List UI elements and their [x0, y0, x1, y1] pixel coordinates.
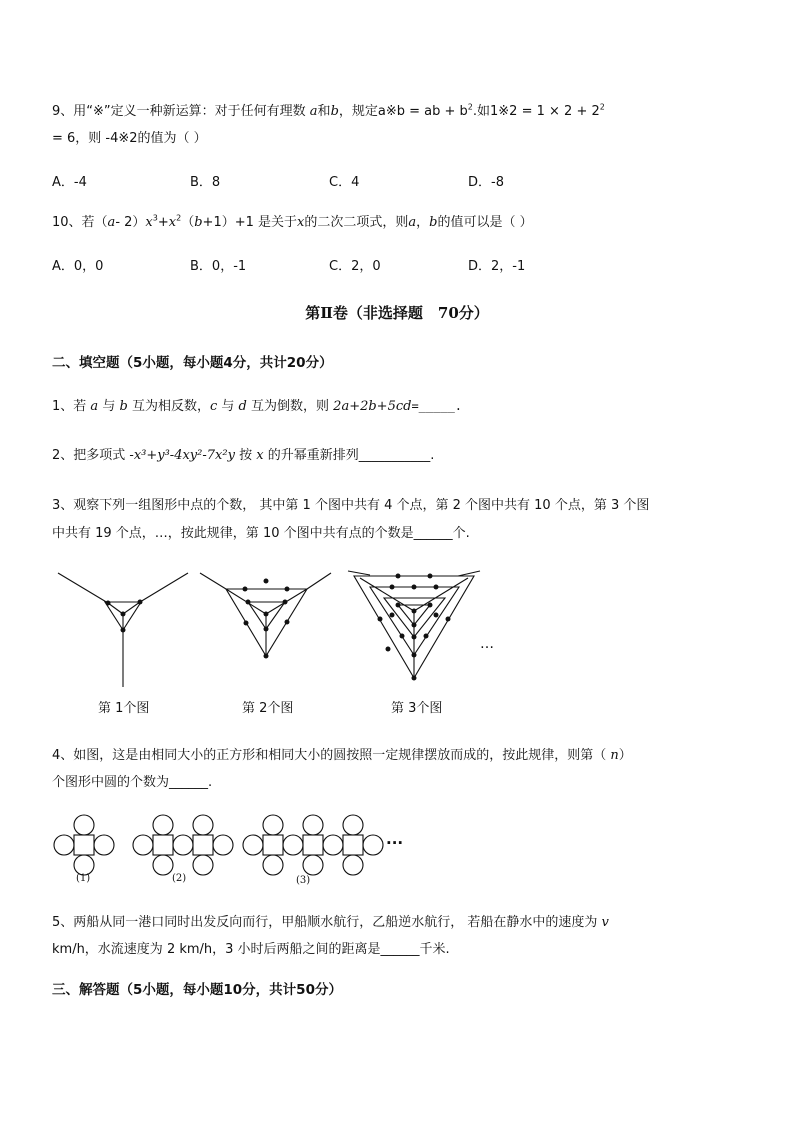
blank: =_____. — [411, 399, 463, 413]
var-x: x — [145, 215, 153, 230]
q4-line1 — [52, 744, 632, 763]
point — [264, 579, 269, 584]
circle — [193, 855, 213, 875]
circle — [303, 815, 323, 835]
section2-heading: 二、填空题（5小题，每小题4分，共计20分） — [52, 355, 333, 371]
q3-figures — [50, 565, 570, 695]
point — [434, 613, 439, 618]
point — [243, 587, 248, 592]
q10-text: 的二次二项式，则 — [304, 215, 409, 230]
point — [396, 574, 401, 579]
square — [193, 835, 213, 855]
q9-text-d: .如1※2 = 1 × 2 + 2 — [472, 104, 600, 119]
var-v: v — [601, 915, 609, 930]
sup: 2 — [599, 102, 605, 112]
circle — [343, 855, 363, 875]
circle — [213, 835, 233, 855]
sup: 2 — [176, 213, 182, 223]
var-b: b — [194, 215, 203, 230]
q3-ellipsis: … — [480, 636, 494, 652]
q3-line2: 中共有 19 个点，…，按此规律，第 10 个图中共有点的个数是______个. — [52, 526, 470, 541]
q10-text: （ — [181, 215, 195, 230]
q4-figures — [50, 815, 420, 875]
var-a: a — [107, 215, 116, 230]
q4-label-1: (1) — [76, 873, 91, 884]
q3-line1: 3、观察下列一组图形中点的个数， 其中第 1 个图中共有 4 个点，第 2 个图中共有 10 个点，第 3 个图 — [52, 498, 650, 513]
q3-caption-2: 第 2个图 — [242, 701, 294, 716]
point — [412, 676, 417, 681]
var-x: x — [168, 215, 177, 230]
circle — [323, 835, 343, 855]
point — [244, 621, 249, 626]
circle — [74, 855, 94, 875]
figure-2 — [133, 815, 233, 875]
circle — [193, 815, 213, 835]
edge — [414, 578, 468, 611]
q10-text: + — [157, 215, 169, 230]
edge — [200, 573, 226, 589]
square — [343, 835, 363, 855]
point — [428, 574, 433, 579]
point — [246, 600, 251, 605]
q1-text: 互为相反数， — [131, 399, 210, 414]
edge — [307, 573, 331, 589]
q3-caption-3: 第 3个图 — [391, 701, 443, 716]
q9-text-c: ，规定a※b = ab + b — [338, 104, 468, 119]
var-a: a — [309, 104, 318, 119]
point — [264, 612, 269, 617]
circle — [263, 815, 283, 835]
circle — [94, 835, 114, 855]
point — [412, 653, 417, 658]
q1-line — [52, 395, 462, 414]
q4-label-3: (3) — [296, 875, 311, 886]
q10-text: 10、若（ — [52, 215, 108, 230]
point — [285, 620, 290, 625]
part2-title: 第Ⅱ卷（非选择题 70分） — [305, 304, 489, 322]
var-c: c — [209, 399, 218, 414]
q9-option-b: B．8 — [190, 175, 221, 190]
q5-text: 5、两船从同一港口同时出发反向而行，甲船顺水航行，乙船逆水航行， 若船在静水中的速度为 — [52, 915, 598, 930]
circle — [263, 855, 283, 875]
point — [412, 623, 417, 628]
var-b: b — [330, 104, 339, 119]
square — [263, 835, 283, 855]
point — [446, 617, 451, 622]
q10-option-a: A．0，0 — [52, 259, 104, 274]
q9-text-b: 和 — [317, 104, 331, 119]
edge — [58, 573, 108, 603]
point — [283, 600, 288, 605]
q9-option-c: C．4 — [329, 175, 360, 190]
square — [153, 835, 173, 855]
circle — [173, 835, 193, 855]
q10-option-c: C．2，0 — [329, 259, 381, 274]
circle — [303, 855, 323, 875]
circle — [153, 815, 173, 835]
var-x: x — [256, 448, 264, 463]
point — [428, 603, 433, 608]
point — [121, 612, 126, 617]
circle — [133, 835, 153, 855]
point — [285, 587, 290, 592]
sup: 2 — [467, 102, 473, 112]
edge — [458, 571, 480, 576]
q1-text: 互为倒数，则 — [251, 399, 330, 414]
edge — [108, 603, 123, 614]
point — [424, 634, 429, 639]
q4-label-2: (2) — [172, 873, 187, 884]
q9-line2: = 6，则 -4※2的值为（ ） — [52, 131, 207, 146]
q9-text-a: 9、用“※”定义一种新运算：对于任何有理数 — [52, 104, 306, 119]
figure-3 — [243, 815, 383, 875]
q2-text: 按 — [239, 448, 253, 463]
expression: 2a+2b+5cd — [333, 399, 412, 414]
q1-text: 与 — [102, 399, 116, 414]
section3-heading: 三、解答题（5小题，每小题10分，共计50分） — [52, 982, 342, 998]
q3-caption-1: 第 1个图 — [98, 701, 150, 716]
edge — [348, 571, 370, 575]
polynomial: -x³+y³-4xy²-7x²y — [129, 448, 235, 463]
circle — [74, 815, 94, 835]
point — [396, 603, 401, 608]
q10-text: - 2） — [115, 215, 146, 230]
square — [303, 835, 323, 855]
point — [412, 609, 417, 614]
point — [121, 628, 126, 633]
var-b: b — [119, 399, 128, 414]
q2-line — [52, 444, 434, 463]
q4-ellipsis: ··· — [386, 834, 404, 852]
point — [400, 634, 405, 639]
sup: 3 — [152, 213, 158, 223]
point — [412, 585, 417, 590]
circle — [283, 835, 303, 855]
q9-option-d: D．-8 — [468, 175, 504, 190]
point — [106, 601, 111, 606]
point — [434, 585, 439, 590]
circle — [153, 855, 173, 875]
q10-line — [52, 211, 533, 230]
q2-text: 2、把多项式 — [52, 448, 126, 463]
point — [390, 613, 395, 618]
q5-line1 — [52, 911, 609, 930]
q4-line2: 个图形中圆的个数为______. — [52, 775, 213, 790]
point — [390, 585, 395, 590]
q10-text: 的值可以是（ ） — [437, 215, 533, 230]
circle — [343, 815, 363, 835]
q10-text: +1）+1 是关于 — [202, 215, 298, 230]
var-b: b — [429, 215, 438, 230]
circle — [54, 835, 74, 855]
var-n: n — [610, 748, 619, 763]
var-a: a — [90, 399, 99, 414]
point — [138, 600, 143, 605]
point — [264, 654, 269, 659]
var-d: d — [238, 399, 247, 414]
q10-text: ， — [416, 215, 430, 230]
q2-text: 的升幂重新排列___________. — [267, 448, 435, 463]
q4-text: ） — [618, 748, 632, 763]
point — [386, 647, 391, 652]
q9-option-a: A．-4 — [52, 175, 87, 190]
q5-line2: km/h，水流速度为 2 km/h，3 小时后两船之间的距离是______千米. — [52, 942, 450, 957]
figure-1 — [54, 815, 114, 875]
circle — [363, 835, 383, 855]
var-x: x — [297, 215, 305, 230]
q10-option-d: D．2，-1 — [468, 259, 526, 274]
square — [74, 835, 94, 855]
point — [412, 635, 417, 640]
q10-option-b: B．0，-1 — [190, 259, 247, 274]
point — [378, 617, 383, 622]
edge — [140, 573, 188, 602]
circle — [243, 835, 263, 855]
q1-text: 1、若 — [52, 399, 87, 414]
q9-line1 — [52, 100, 605, 119]
edge — [360, 578, 414, 611]
var-a: a — [408, 215, 417, 230]
point — [264, 627, 269, 632]
q4-text: 4、如图，这是由相同大小的正方形和相同大小的圆按照一定规律摆放而成的，按此规律，则第（ — [52, 748, 607, 763]
q1-text: 与 — [221, 399, 235, 414]
